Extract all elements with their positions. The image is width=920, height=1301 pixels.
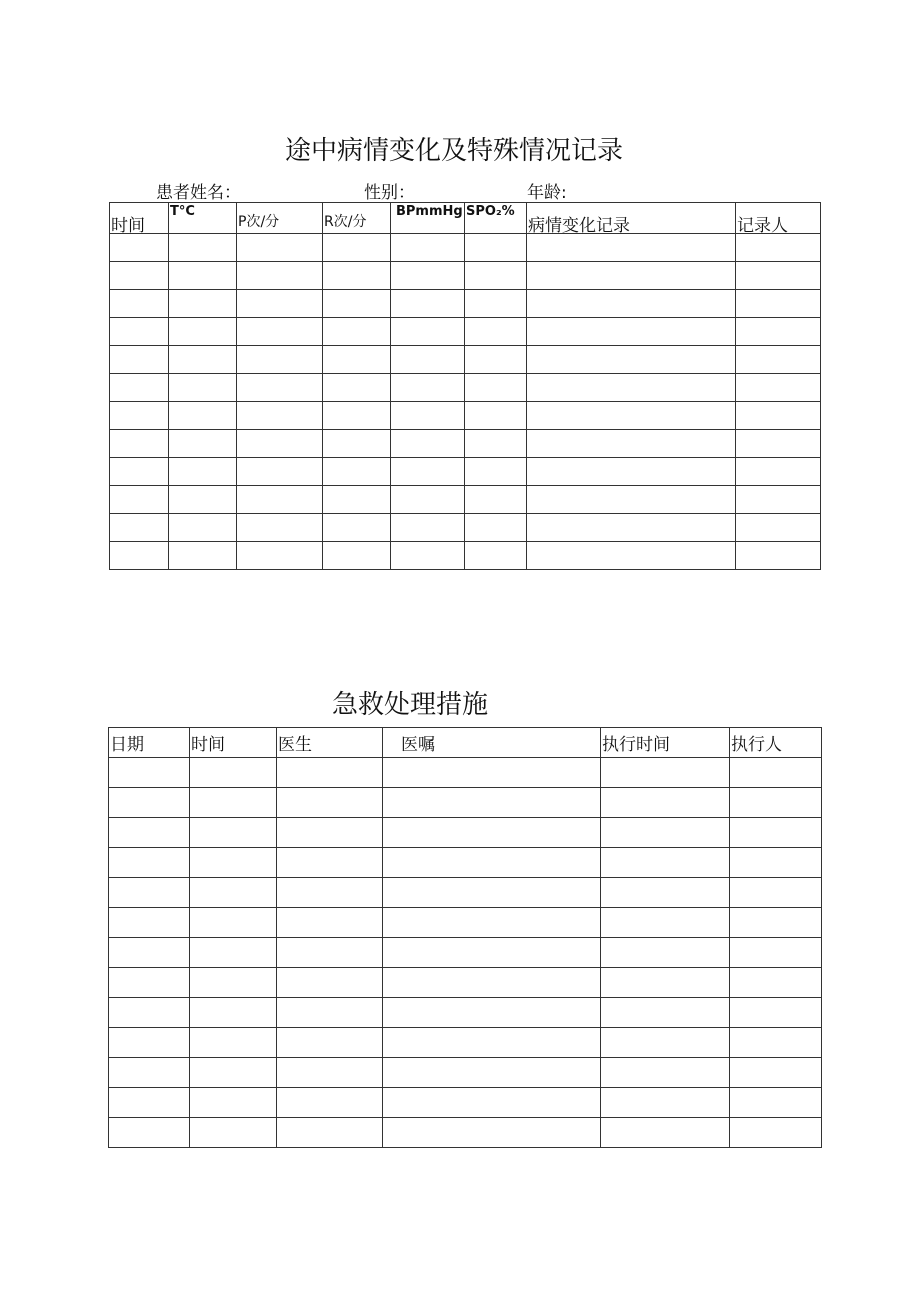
empty-cell[interactable] bbox=[237, 542, 323, 570]
empty-cell[interactable] bbox=[730, 908, 822, 938]
empty-cell[interactable] bbox=[169, 290, 237, 318]
empty-cell[interactable] bbox=[110, 458, 169, 486]
empty-cell[interactable] bbox=[277, 1088, 383, 1118]
empty-cell[interactable] bbox=[110, 514, 169, 542]
empty-cell[interactable] bbox=[730, 1118, 822, 1148]
empty-cell[interactable] bbox=[277, 818, 383, 848]
table-row bbox=[109, 1058, 822, 1088]
empty-cell[interactable] bbox=[730, 938, 822, 968]
empty-cell[interactable] bbox=[465, 318, 527, 346]
empty-cell[interactable] bbox=[277, 848, 383, 878]
header-medical-order: 医嘱 bbox=[401, 735, 435, 755]
header-cell bbox=[110, 203, 169, 234]
empty-cell[interactable] bbox=[601, 848, 730, 878]
empty-cell[interactable] bbox=[237, 514, 323, 542]
empty-cell[interactable] bbox=[110, 430, 169, 458]
empty-cell[interactable] bbox=[383, 818, 601, 848]
empty-cell[interactable] bbox=[323, 234, 391, 262]
header-condition-record: 病情变化记录 bbox=[528, 216, 630, 234]
table-row bbox=[110, 542, 821, 570]
empty-cell[interactable] bbox=[391, 430, 465, 458]
empty-cell[interactable] bbox=[465, 262, 527, 290]
empty-cell[interactable] bbox=[527, 402, 736, 430]
empty-cell[interactable] bbox=[109, 1058, 190, 1088]
record-title: 途中病情变化及特殊情况记录 bbox=[284, 136, 623, 166]
table-header-row bbox=[110, 203, 821, 234]
empty-cell[interactable] bbox=[277, 758, 383, 788]
empty-cell[interactable] bbox=[110, 290, 169, 318]
empty-cell[interactable] bbox=[237, 318, 323, 346]
empty-cell[interactable] bbox=[110, 262, 169, 290]
empty-cell[interactable] bbox=[730, 818, 822, 848]
empty-cell[interactable] bbox=[736, 262, 821, 290]
empty-cell[interactable] bbox=[527, 374, 736, 402]
table-row bbox=[109, 1028, 822, 1058]
empty-cell[interactable] bbox=[391, 486, 465, 514]
empty-cell[interactable] bbox=[736, 318, 821, 346]
empty-cell[interactable] bbox=[190, 998, 277, 1028]
empty-cell[interactable] bbox=[527, 430, 736, 458]
empty-cell[interactable] bbox=[190, 1028, 277, 1058]
empty-cell[interactable] bbox=[237, 374, 323, 402]
table-row bbox=[110, 514, 821, 542]
empty-cell[interactable] bbox=[730, 1088, 822, 1118]
empty-cell[interactable] bbox=[391, 346, 465, 374]
empty-cell[interactable] bbox=[109, 968, 190, 998]
empty-cell[interactable] bbox=[601, 998, 730, 1028]
empty-cell[interactable] bbox=[110, 486, 169, 514]
empty-cell[interactable] bbox=[169, 262, 237, 290]
empty-cell[interactable] bbox=[730, 788, 822, 818]
empty-cell[interactable] bbox=[110, 374, 169, 402]
empty-cell[interactable] bbox=[190, 788, 277, 818]
empty-cell[interactable] bbox=[730, 878, 822, 908]
header-cell bbox=[730, 728, 822, 758]
empty-cell[interactable] bbox=[465, 430, 527, 458]
empty-cell[interactable] bbox=[323, 486, 391, 514]
header-spo2: SPO₂% bbox=[466, 204, 515, 219]
empty-cell[interactable] bbox=[736, 514, 821, 542]
empty-cell[interactable] bbox=[237, 290, 323, 318]
empty-cell[interactable] bbox=[383, 1028, 601, 1058]
empty-cell[interactable] bbox=[110, 346, 169, 374]
empty-cell[interactable] bbox=[109, 998, 190, 1028]
empty-cell[interactable] bbox=[237, 458, 323, 486]
empty-cell[interactable] bbox=[277, 1028, 383, 1058]
empty-cell[interactable] bbox=[527, 290, 736, 318]
empty-cell[interactable] bbox=[465, 402, 527, 430]
empty-cell[interactable] bbox=[169, 514, 237, 542]
header-cell bbox=[237, 203, 323, 234]
empty-cell[interactable] bbox=[323, 290, 391, 318]
empty-cell[interactable] bbox=[237, 486, 323, 514]
empty-cell[interactable] bbox=[601, 1088, 730, 1118]
age-label: 年龄: bbox=[527, 183, 567, 203]
empty-cell[interactable] bbox=[190, 878, 277, 908]
empty-cell[interactable] bbox=[190, 938, 277, 968]
header-cell bbox=[601, 728, 730, 758]
empty-cell[interactable] bbox=[109, 1028, 190, 1058]
empty-cell[interactable] bbox=[527, 542, 736, 570]
table-row bbox=[109, 938, 822, 968]
table-row bbox=[109, 968, 822, 998]
empty-cell[interactable] bbox=[730, 968, 822, 998]
empty-cell[interactable] bbox=[109, 818, 190, 848]
table-row bbox=[109, 878, 822, 908]
empty-cell[interactable] bbox=[323, 346, 391, 374]
empty-cell[interactable] bbox=[323, 458, 391, 486]
header-cell bbox=[391, 203, 465, 234]
empty-cell[interactable] bbox=[323, 514, 391, 542]
empty-cell[interactable] bbox=[736, 234, 821, 262]
empty-cell[interactable] bbox=[277, 998, 383, 1028]
empty-cell[interactable] bbox=[323, 402, 391, 430]
empty-cell[interactable] bbox=[277, 878, 383, 908]
header-cell bbox=[277, 728, 383, 758]
empty-cell[interactable] bbox=[169, 374, 237, 402]
empty-cell[interactable] bbox=[110, 402, 169, 430]
header-cell bbox=[383, 728, 601, 758]
empty-cell[interactable] bbox=[391, 514, 465, 542]
empty-cell[interactable] bbox=[383, 908, 601, 938]
header-cell bbox=[169, 203, 237, 234]
empty-cell[interactable] bbox=[169, 234, 237, 262]
empty-cell[interactable] bbox=[323, 262, 391, 290]
table-row bbox=[109, 1118, 822, 1148]
empty-cell[interactable] bbox=[736, 290, 821, 318]
empty-cell[interactable] bbox=[109, 1118, 190, 1148]
empty-cell[interactable] bbox=[383, 998, 601, 1028]
empty-cell[interactable] bbox=[730, 998, 822, 1028]
table-row bbox=[110, 262, 821, 290]
empty-cell[interactable] bbox=[391, 318, 465, 346]
empty-cell[interactable] bbox=[601, 878, 730, 908]
empty-cell[interactable] bbox=[237, 262, 323, 290]
empty-cell[interactable] bbox=[391, 402, 465, 430]
first-aid-title: 急救处理措施 bbox=[331, 690, 488, 720]
table-header-row bbox=[109, 728, 822, 758]
empty-cell[interactable] bbox=[169, 542, 237, 570]
empty-cell[interactable] bbox=[736, 346, 821, 374]
table-row bbox=[110, 290, 821, 318]
empty-cell[interactable] bbox=[383, 968, 601, 998]
empty-cell[interactable] bbox=[323, 318, 391, 346]
empty-cell[interactable] bbox=[190, 758, 277, 788]
empty-cell[interactable] bbox=[383, 1088, 601, 1118]
empty-cell[interactable] bbox=[391, 234, 465, 262]
header-cell bbox=[465, 203, 527, 234]
empty-cell[interactable] bbox=[190, 1088, 277, 1118]
empty-cell[interactable] bbox=[169, 430, 237, 458]
header-time: 时间 bbox=[111, 216, 145, 234]
header-pulse: P次/分 bbox=[238, 214, 280, 230]
empty-cell[interactable] bbox=[383, 938, 601, 968]
empty-cell[interactable] bbox=[169, 346, 237, 374]
empty-cell[interactable] bbox=[277, 1058, 383, 1088]
header-execution-time: 执行时间 bbox=[602, 735, 670, 755]
empty-cell[interactable] bbox=[323, 374, 391, 402]
empty-cell[interactable] bbox=[527, 514, 736, 542]
empty-cell[interactable] bbox=[601, 968, 730, 998]
empty-cell[interactable] bbox=[109, 788, 190, 818]
empty-cell[interactable] bbox=[190, 818, 277, 848]
empty-cell[interactable] bbox=[391, 290, 465, 318]
empty-cell[interactable] bbox=[383, 848, 601, 878]
empty-cell[interactable] bbox=[169, 318, 237, 346]
empty-cell[interactable] bbox=[323, 542, 391, 570]
empty-cell[interactable] bbox=[527, 346, 736, 374]
header-cell bbox=[190, 728, 277, 758]
empty-cell[interactable] bbox=[465, 514, 527, 542]
empty-cell[interactable] bbox=[465, 542, 527, 570]
empty-cell[interactable] bbox=[109, 938, 190, 968]
empty-cell[interactable] bbox=[465, 458, 527, 486]
empty-cell[interactable] bbox=[190, 908, 277, 938]
empty-cell[interactable] bbox=[237, 430, 323, 458]
empty-cell[interactable] bbox=[110, 318, 169, 346]
empty-cell[interactable] bbox=[237, 346, 323, 374]
empty-cell[interactable] bbox=[736, 402, 821, 430]
empty-cell[interactable] bbox=[109, 1088, 190, 1118]
empty-cell[interactable] bbox=[190, 1058, 277, 1088]
empty-cell[interactable] bbox=[110, 542, 169, 570]
empty-cell[interactable] bbox=[237, 402, 323, 430]
empty-cell[interactable] bbox=[465, 346, 527, 374]
table-row bbox=[110, 346, 821, 374]
table-row bbox=[109, 1088, 822, 1118]
empty-cell[interactable] bbox=[190, 848, 277, 878]
table-row bbox=[110, 458, 821, 486]
empty-cell[interactable] bbox=[391, 458, 465, 486]
table-row bbox=[110, 486, 821, 514]
empty-cell[interactable] bbox=[169, 486, 237, 514]
empty-cell[interactable] bbox=[527, 318, 736, 346]
empty-cell[interactable] bbox=[601, 818, 730, 848]
header-cell bbox=[527, 203, 736, 234]
table-row bbox=[109, 758, 822, 788]
table-row bbox=[109, 788, 822, 818]
empty-cell[interactable] bbox=[601, 1118, 730, 1148]
table-row bbox=[110, 318, 821, 346]
header-executor: 执行人 bbox=[731, 735, 782, 755]
empty-cell[interactable] bbox=[730, 1058, 822, 1088]
empty-cell[interactable] bbox=[601, 938, 730, 968]
header-recorder: 记录人 bbox=[737, 216, 788, 234]
table-row bbox=[110, 234, 821, 262]
empty-cell[interactable] bbox=[110, 234, 169, 262]
header-cell bbox=[736, 203, 821, 234]
empty-cell[interactable] bbox=[190, 1118, 277, 1148]
empty-cell[interactable] bbox=[190, 968, 277, 998]
empty-cell[interactable] bbox=[527, 262, 736, 290]
table-row bbox=[109, 818, 822, 848]
empty-cell[interactable] bbox=[237, 234, 323, 262]
empty-cell[interactable] bbox=[383, 1058, 601, 1088]
header-cell bbox=[109, 728, 190, 758]
empty-cell[interactable] bbox=[736, 542, 821, 570]
empty-cell[interactable] bbox=[601, 758, 730, 788]
empty-cell[interactable] bbox=[736, 486, 821, 514]
empty-cell[interactable] bbox=[277, 908, 383, 938]
empty-cell[interactable] bbox=[736, 430, 821, 458]
header-time: 时间 bbox=[191, 735, 225, 755]
header-respiration: R次/分 bbox=[324, 214, 367, 230]
table-row bbox=[110, 374, 821, 402]
empty-cell[interactable] bbox=[109, 758, 190, 788]
empty-cell[interactable] bbox=[730, 1028, 822, 1058]
empty-cell[interactable] bbox=[601, 1028, 730, 1058]
empty-cell[interactable] bbox=[391, 262, 465, 290]
empty-cell[interactable] bbox=[527, 486, 736, 514]
empty-cell[interactable] bbox=[527, 458, 736, 486]
empty-cell[interactable] bbox=[730, 848, 822, 878]
empty-cell[interactable] bbox=[109, 848, 190, 878]
empty-cell[interactable] bbox=[465, 290, 527, 318]
empty-cell[interactable] bbox=[730, 758, 822, 788]
empty-cell[interactable] bbox=[277, 938, 383, 968]
empty-cell[interactable] bbox=[736, 374, 821, 402]
empty-cell[interactable] bbox=[601, 788, 730, 818]
header-cell bbox=[323, 203, 391, 234]
table-row bbox=[110, 430, 821, 458]
header-date: 日期 bbox=[110, 735, 144, 755]
table-row bbox=[109, 848, 822, 878]
table-row bbox=[109, 998, 822, 1028]
empty-cell[interactable] bbox=[277, 1118, 383, 1148]
table-row bbox=[110, 402, 821, 430]
empty-cell[interactable] bbox=[465, 234, 527, 262]
empty-cell[interactable] bbox=[736, 458, 821, 486]
header-blood-pressure: BPmmHg bbox=[396, 204, 463, 219]
empty-cell[interactable] bbox=[465, 486, 527, 514]
empty-cell[interactable] bbox=[169, 458, 237, 486]
empty-cell[interactable] bbox=[383, 788, 601, 818]
empty-cell[interactable] bbox=[383, 758, 601, 788]
empty-cell[interactable] bbox=[277, 968, 383, 998]
empty-cell[interactable] bbox=[323, 430, 391, 458]
condition-record-table bbox=[109, 202, 821, 570]
empty-cell[interactable] bbox=[109, 878, 190, 908]
table-row bbox=[109, 908, 822, 938]
empty-cell[interactable] bbox=[383, 1118, 601, 1148]
header-doctor: 医生 bbox=[278, 735, 312, 755]
empty-cell[interactable] bbox=[169, 402, 237, 430]
empty-cell[interactable] bbox=[465, 374, 527, 402]
empty-cell[interactable] bbox=[391, 542, 465, 570]
empty-cell[interactable] bbox=[601, 1058, 730, 1088]
empty-cell[interactable] bbox=[601, 908, 730, 938]
empty-cell[interactable] bbox=[277, 788, 383, 818]
empty-cell[interactable] bbox=[109, 908, 190, 938]
header-temperature: T°C bbox=[170, 204, 195, 219]
empty-cell[interactable] bbox=[527, 234, 736, 262]
gender-label: 性别： bbox=[364, 183, 415, 203]
empty-cell[interactable] bbox=[383, 878, 601, 908]
patient-name-label: 患者姓名： bbox=[156, 183, 241, 203]
empty-cell[interactable] bbox=[391, 374, 465, 402]
first-aid-table bbox=[108, 727, 822, 1148]
